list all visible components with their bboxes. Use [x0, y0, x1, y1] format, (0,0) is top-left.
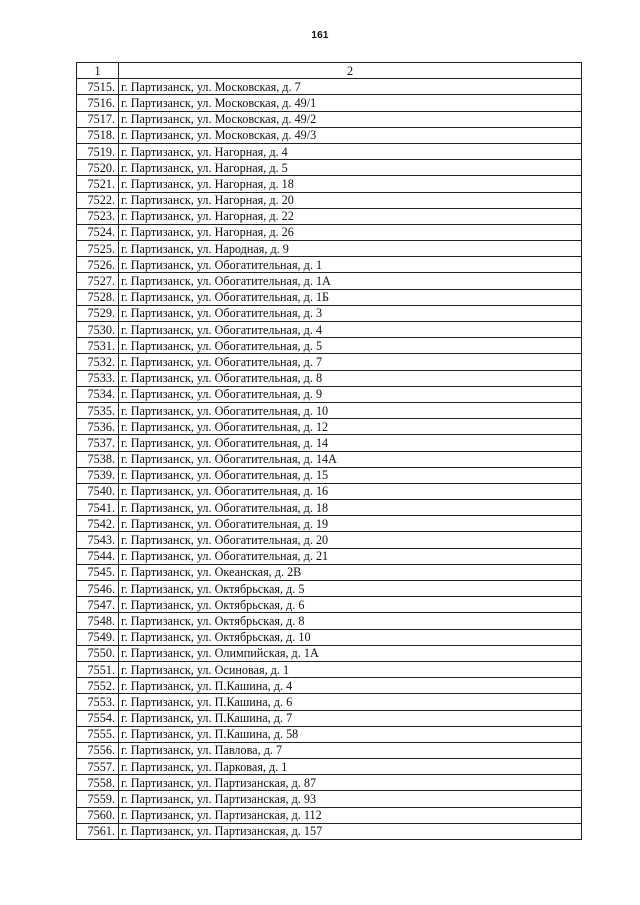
row-number: 7561. — [77, 823, 119, 839]
row-address: г. Партизанск, ул. Обогатительная, д. 16 — [119, 483, 582, 499]
row-number: 7546. — [77, 581, 119, 597]
row-number: 7548. — [77, 613, 119, 629]
row-number: 7547. — [77, 597, 119, 613]
row-number: 7535. — [77, 402, 119, 418]
row-number: 7531. — [77, 338, 119, 354]
table-row — [77, 742, 582, 758]
row-number: 7532. — [77, 354, 119, 370]
row-address: г. Партизанск, ул. Партизанская, д. 93 — [119, 791, 582, 807]
row-address: г. Партизанск, ул. Обогатительная, д. 4 — [119, 322, 582, 338]
row-number: 7555. — [77, 726, 119, 742]
table-row — [77, 775, 582, 791]
row-address: г. Партизанск, ул. Народная, д. 9 — [119, 241, 582, 257]
table-row — [77, 435, 582, 451]
row-address: г. Партизанск, ул. Обогатительная, д. 3 — [119, 305, 582, 321]
table-row — [77, 710, 582, 726]
row-address: г. Партизанск, ул. Нагорная, д. 22 — [119, 208, 582, 224]
row-number: 7540. — [77, 483, 119, 499]
row-number: 7517. — [77, 111, 119, 127]
row-number: 7545. — [77, 564, 119, 580]
row-number: 7516. — [77, 95, 119, 111]
table-row — [77, 791, 582, 807]
column-header-address: 2 — [119, 63, 582, 79]
table-row — [77, 322, 582, 338]
row-number: 7556. — [77, 742, 119, 758]
row-address: г. Партизанск, ул. Октябрьская, д. 10 — [119, 629, 582, 645]
table-row — [77, 483, 582, 499]
row-number: 7522. — [77, 192, 119, 208]
table-row — [77, 823, 582, 839]
table-row — [77, 160, 582, 176]
row-address: г. Партизанск, ул. Партизанская, д. 87 — [119, 775, 582, 791]
row-address: г. Партизанск, ул. Обогатительная, д. 14 — [119, 435, 582, 451]
row-address: г. Партизанск, ул. Обогатительная, д. 1Б — [119, 289, 582, 305]
row-address: г. Партизанск, ул. Обогатительная, д. 1 — [119, 257, 582, 273]
row-number: 7558. — [77, 775, 119, 791]
row-number: 7552. — [77, 678, 119, 694]
row-address: г. Партизанск, ул. Обогатительная, д. 12 — [119, 419, 582, 435]
table-row — [77, 645, 582, 661]
table-row — [77, 79, 582, 95]
row-number: 7520. — [77, 160, 119, 176]
row-number: 7536. — [77, 419, 119, 435]
table-row — [77, 95, 582, 111]
table-row — [77, 289, 582, 305]
row-address: г. Партизанск, ул. Нагорная, д. 5 — [119, 160, 582, 176]
row-number: 7527. — [77, 273, 119, 289]
row-address: г. Партизанск, ул. Нагорная, д. 18 — [119, 176, 582, 192]
table-row — [77, 532, 582, 548]
row-number: 7554. — [77, 710, 119, 726]
table-row — [77, 305, 582, 321]
table-row — [77, 419, 582, 435]
row-number: 7549. — [77, 629, 119, 645]
row-address: г. Партизанск, ул. Октябрьская, д. 5 — [119, 581, 582, 597]
table-row — [77, 451, 582, 467]
page-number: 161 — [311, 30, 329, 41]
row-address: г. Партизанск, ул. Обогатительная, д. 20 — [119, 532, 582, 548]
row-address: г. Партизанск, ул. Осиновая, д. 1 — [119, 661, 582, 677]
table-row — [77, 143, 582, 159]
row-number: 7544. — [77, 548, 119, 564]
table-row — [77, 500, 582, 516]
row-address: г. Партизанск, ул. Обогатительная, д. 5 — [119, 338, 582, 354]
table-row — [77, 694, 582, 710]
table-row — [77, 192, 582, 208]
row-number: 7524. — [77, 224, 119, 240]
row-address: г. Партизанск, ул. Московская, д. 7 — [119, 79, 582, 95]
row-number: 7528. — [77, 289, 119, 305]
row-address: г. Партизанск, ул. Парковая, д. 1 — [119, 759, 582, 775]
row-address: г. Партизанск, ул. Московская, д. 49/1 — [119, 95, 582, 111]
row-address: г. Партизанск, ул. Обогатительная, д. 7 — [119, 354, 582, 370]
row-address: г. Партизанск, ул. Октябрьская, д. 8 — [119, 613, 582, 629]
row-address: г. Партизанск, ул. Московская, д. 49/2 — [119, 111, 582, 127]
table-row — [77, 176, 582, 192]
table-header-row — [77, 63, 582, 79]
row-number: 7541. — [77, 500, 119, 516]
row-number: 7519. — [77, 143, 119, 159]
table-row — [77, 273, 582, 289]
row-address: г. Партизанск, ул. Павлова, д. 7 — [119, 742, 582, 758]
row-address: г. Партизанск, ул. П.Кашина, д. 58 — [119, 726, 582, 742]
table-row — [77, 629, 582, 645]
row-address: г. Партизанск, ул. Обогатительная, д. 1А — [119, 273, 582, 289]
row-number: 7560. — [77, 807, 119, 823]
table-row — [77, 224, 582, 240]
row-number: 7534. — [77, 386, 119, 402]
table-row — [77, 516, 582, 532]
row-address: г. Партизанск, ул. Партизанская, д. 157 — [119, 823, 582, 839]
row-number: 7553. — [77, 694, 119, 710]
row-number: 7515. — [77, 79, 119, 95]
row-number: 7526. — [77, 257, 119, 273]
table-row — [77, 402, 582, 418]
table-row — [77, 581, 582, 597]
row-number: 7533. — [77, 370, 119, 386]
table-row — [77, 241, 582, 257]
table-row — [77, 208, 582, 224]
row-address: г. Партизанск, ул. Обогатительная, д. 9 — [119, 386, 582, 402]
table-row — [77, 467, 582, 483]
table-row — [77, 370, 582, 386]
table-row — [77, 613, 582, 629]
table-row — [77, 338, 582, 354]
row-number: 7559. — [77, 791, 119, 807]
table-row — [77, 726, 582, 742]
table-row — [77, 678, 582, 694]
row-number: 7518. — [77, 127, 119, 143]
table-row — [77, 759, 582, 775]
row-address: г. Партизанск, ул. Обогатительная, д. 8 — [119, 370, 582, 386]
column-header-number: 1 — [77, 63, 119, 79]
row-number: 7543. — [77, 532, 119, 548]
row-number: 7550. — [77, 645, 119, 661]
table-row — [77, 257, 582, 273]
table-row — [77, 386, 582, 402]
row-number: 7530. — [77, 322, 119, 338]
row-address: г. Партизанск, ул. Октябрьская, д. 6 — [119, 597, 582, 613]
row-address: г. Партизанск, ул. Нагорная, д. 26 — [119, 224, 582, 240]
row-address: г. Партизанск, ул. Партизанская, д. 112 — [119, 807, 582, 823]
table-body — [77, 79, 582, 840]
row-number: 7538. — [77, 451, 119, 467]
row-address: г. Партизанск, ул. П.Кашина, д. 4 — [119, 678, 582, 694]
row-address: г. Партизанск, ул. Обогатительная, д. 18 — [119, 500, 582, 516]
row-address: г. Партизанск, ул. Обогатительная, д. 15 — [119, 467, 582, 483]
row-address: г. Партизанск, ул. Московская, д. 49/3 — [119, 127, 582, 143]
address-table — [76, 62, 582, 840]
table-row — [77, 111, 582, 127]
table-row — [77, 354, 582, 370]
row-address: г. Партизанск, ул. Обогатительная, д. 21 — [119, 548, 582, 564]
row-number: 7525. — [77, 241, 119, 257]
table-row — [77, 564, 582, 580]
row-address: г. Партизанск, ул. Олимпийская, д. 1А — [119, 645, 582, 661]
row-address: г. Партизанск, ул. П.Кашина, д. 7 — [119, 710, 582, 726]
row-address: г. Партизанск, ул. Океанская, д. 2В — [119, 564, 582, 580]
row-number: 7557. — [77, 759, 119, 775]
row-address: г. Партизанск, ул. П.Кашина, д. 6 — [119, 694, 582, 710]
row-number: 7537. — [77, 435, 119, 451]
row-number: 7539. — [77, 467, 119, 483]
row-address: г. Партизанск, ул. Нагорная, д. 4 — [119, 143, 582, 159]
table-row — [77, 548, 582, 564]
row-number: 7523. — [77, 208, 119, 224]
row-address: г. Партизанск, ул. Нагорная, д. 20 — [119, 192, 582, 208]
table-row — [77, 597, 582, 613]
table-row — [77, 807, 582, 823]
table-row — [77, 127, 582, 143]
row-number: 7542. — [77, 516, 119, 532]
row-address: г. Партизанск, ул. Обогатительная, д. 19 — [119, 516, 582, 532]
row-number: 7529. — [77, 305, 119, 321]
row-address: г. Партизанск, ул. Обогатительная, д. 10 — [119, 402, 582, 418]
row-number: 7551. — [77, 661, 119, 677]
row-address: г. Партизанск, ул. Обогатительная, д. 14А — [119, 451, 582, 467]
table-row — [77, 661, 582, 677]
row-number: 7521. — [77, 176, 119, 192]
